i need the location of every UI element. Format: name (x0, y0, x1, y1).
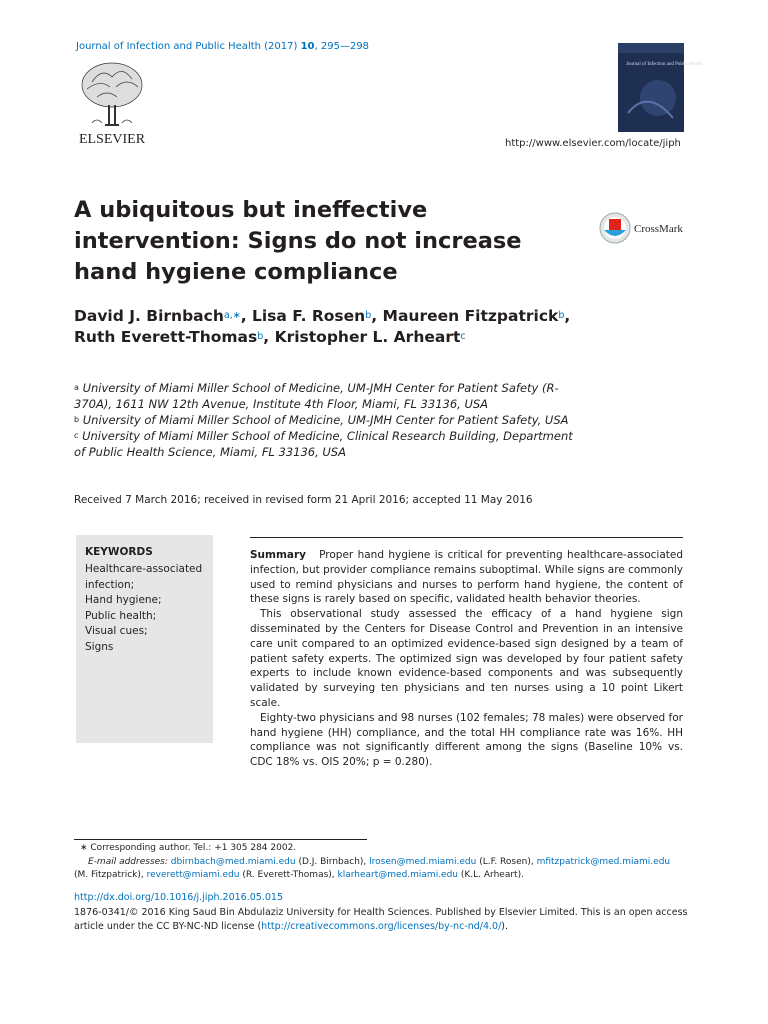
affiliation-c: $^c$ University of Miami Miller School of Medicine, Clinical Research Building, Department of Public Health Science, Miami, FL 33136, USA (74, 429, 573, 459)
keywords-list (85, 562, 210, 655)
keyword-item: Public health; (85, 609, 157, 622)
license-link[interactable]: http://creativecommons.org/licenses/by-nc-nd/4.0/ (261, 920, 502, 932)
crossmark-badge[interactable] (598, 212, 690, 246)
author-affil-mark[interactable]: b (257, 331, 264, 342)
keyword-item: Signs (85, 640, 114, 653)
abstract-rule (250, 537, 683, 538)
received-dates: Received 7 March 2016; received in revised form 21 April 2016; accepted 11 May 2016 (74, 494, 533, 506)
crossmark-label: CrossMark (634, 223, 683, 235)
journal-url[interactable]: http://www.elsevier.com/locate/jiph (505, 138, 681, 149)
email-link[interactable]: reverett@miami.edu (146, 870, 240, 880)
author: Maureen Fitzpatrick$^b$, (382, 307, 571, 325)
copyright-notice: 1876-0341/© 2016 King Saud Bin Abdulaziz University for Health Sciences. Published by Elsevier Limited. This is an open access article under the CC BY-NC-ND license (http://creativecommons.org/licenses/by-nc-nd/4.0/). (74, 907, 688, 932)
footnote-rule (74, 839, 367, 840)
email-link[interactable]: dbirnbach@med.miami.edu (170, 856, 296, 867)
keyword-item: Hand hygiene; (85, 594, 162, 606)
abstract-paragraph-1: Summary Proper hand hygiene is critical for preventing healthcare-associated infection, but provider compliance remains suboptimal. While signs are commonly used to remind physicians and nurses to perform hand hygiene, the content of these signs is rarely based on specific, validated health behavior theories. (250, 549, 684, 606)
journal-cover[interactable] (618, 43, 703, 132)
affiliation-a: $^a$ University of Miami Miller School of Medicine, UM-JMH Center for Patient Safety (R-370A), 1611 NW 12th Avenue, Institute 4th Floor, Miami, FL 33136, USA (74, 381, 559, 411)
journal-citation[interactable] (76, 41, 369, 52)
email-link[interactable]: lrosen@med.miami.edu (369, 856, 477, 867)
journal-volume: 10 (300, 41, 315, 52)
doi-link[interactable]: http://dx.doi.org/10.1016/j.jiph.2016.05.015 (74, 892, 283, 903)
author-affil-mark[interactable]: a,∗ (223, 310, 241, 321)
keyword-item: Healthcare-associated infection; (85, 563, 203, 591)
elsevier-tree-icon (72, 57, 152, 147)
author: Lisa F. Rosen$^b$, (251, 307, 383, 325)
abstract-paragraph-2: This observational study assessed the efficacy of a hand hygiene sign disseminated by the Centers for Disease Control and Prevention in an intensive care unit compared to an optimized evidence-based sign designed by a team of patient safety experts. The optimized sign was developed by four patient safety experts to include known evidence-based components and was subsequently validated by surveying ten physicians and ten nurses using a 10 point Likert scale. (250, 608, 683, 709)
elsevier-logo (72, 57, 152, 147)
email-link[interactable]: mfitzpatrick@med.miami.edu (536, 856, 671, 867)
author-list (74, 306, 614, 348)
author-affil-mark[interactable]: b (558, 310, 565, 321)
journal-name: Journal of Infection and Public Health (2017) (76, 41, 301, 52)
email-addresses: E-mail addresses: dbirnbach@med.miami.edu (D.J. Birnbach), lrosen@med.miami.edu (L.F. Rosen), mfitzpatrick@med.miami.edu (88, 856, 671, 867)
affiliations (74, 380, 574, 460)
cover-title: Journal of Infection and Public Health (626, 62, 703, 67)
footnotes (74, 842, 694, 883)
elsevier-wordmark: ELSEVIER (78, 132, 146, 147)
author: Kristopher L. Arheart$^c$ (274, 328, 466, 346)
article-title: A ubiquitous but ineffective intervention: Signs do not increase hand hygiene compliance (74, 197, 522, 285)
email-label: E-mail addresses: (88, 856, 168, 867)
author: David J. Birnbach$^{a,∗}$, (74, 307, 252, 325)
author: Ruth Everett-Thomas$^b$, (74, 328, 275, 346)
abstract-label: Summary (250, 549, 307, 561)
affiliation-b: $^b$ University of Miami Miller School of Medicine, UM-JMH Center for Patient Safety, USA (74, 413, 569, 427)
abstract (250, 548, 683, 770)
email-link[interactable]: klarheart@med.miami.edu (337, 870, 459, 880)
cover-image (618, 43, 703, 132)
keyword-item: Visual cues; (85, 625, 148, 637)
keywords-heading: KEYWORDS (85, 546, 153, 558)
corresponding-author-note: ∗ Corresponding author. Tel.: +1 305 284 2002. (80, 843, 297, 853)
journal-pages: , 295—298 (314, 41, 370, 52)
email-addresses-cont: (M. Fitzpatrick), reverett@miami.edu (R. Everett-Thomas), klarheart@med.miami.edu (K.L. Arheart). (74, 870, 524, 880)
abstract-paragraph-3: Eighty-two physicians and 98 nurses (102 females; 78 males) were observed for hand hygiene (HH) compliance, and the total HH compliance rate was 16%. HH compliance was not significantly different among the signs (Baseline 10% vs. CDC 18% vs. OIS 20%; p = 0.280). (250, 711, 683, 769)
author-affil-mark[interactable]: c (460, 331, 466, 342)
crossmark-icon (598, 212, 690, 246)
author-affil-mark[interactable]: b (365, 310, 372, 321)
